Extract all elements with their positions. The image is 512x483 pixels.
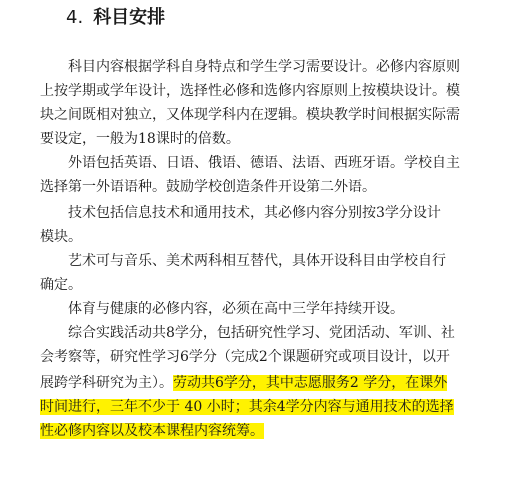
paragraph-line: 会考察等，研究性学习6学分（完成2个课题研究或项目设计，以开 <box>40 349 450 365</box>
paragraph-line <box>40 397 472 417</box>
paragraph-line: 技术包括信息技术和通用技术，其必修内容分别按3学分设计 <box>68 205 441 221</box>
highlighted-text: 时间进行，三年不少于 40 小时；其余4学分内容与通用技术的选择 <box>40 399 454 415</box>
plain-text: 展跨学科研究为主）。 <box>40 375 173 391</box>
paragraph-line: 要设定，一般为18课时的倍数。 <box>40 131 240 147</box>
paragraph-line <box>40 421 472 441</box>
paragraph-line: 上按学期或学年设计，选择性必修和选修内容原则上按模块设计。模 <box>40 83 460 99</box>
paragraph-line: 体育与健康的必修内容，必须在高中三学年持续开设。 <box>68 301 404 317</box>
paragraph-line: 确定。 <box>40 277 82 293</box>
paragraph-line: 外语包括英语、日语、俄语、德语、法语、西班牙语。学校自主 <box>68 155 460 171</box>
section-number: 4. <box>66 7 84 28</box>
section-heading <box>66 5 165 31</box>
highlighted-text: 性必修内容以及校本课程内容统筹。 <box>40 423 264 439</box>
highlighted-text: 劳动共6学分，其中志愿服务2 学分，在课外 <box>173 375 448 391</box>
paragraph-line: 模块。 <box>40 229 82 245</box>
paragraph-line: 选择第一外语语种。鼓励学校创造条件开设第二外语。 <box>40 179 376 195</box>
paragraph-line: 块之间既相对独立，又体现学科内在逻辑。模块教学时间根据实际需 <box>40 107 460 123</box>
paragraph-line: 综合实践活动共8学分，包括研究性学习、党团活动、军训、社 <box>68 325 455 341</box>
paragraph-line <box>40 373 472 393</box>
paragraph-line: 艺术可与音乐、美术两科相互替代，具体开设科目由学校自行 <box>68 253 446 269</box>
section-title: 科目安排 <box>93 7 166 28</box>
paragraph-line: 科目内容根据学科自身特点和学生学习需要设计。必修内容原则 <box>68 59 460 75</box>
